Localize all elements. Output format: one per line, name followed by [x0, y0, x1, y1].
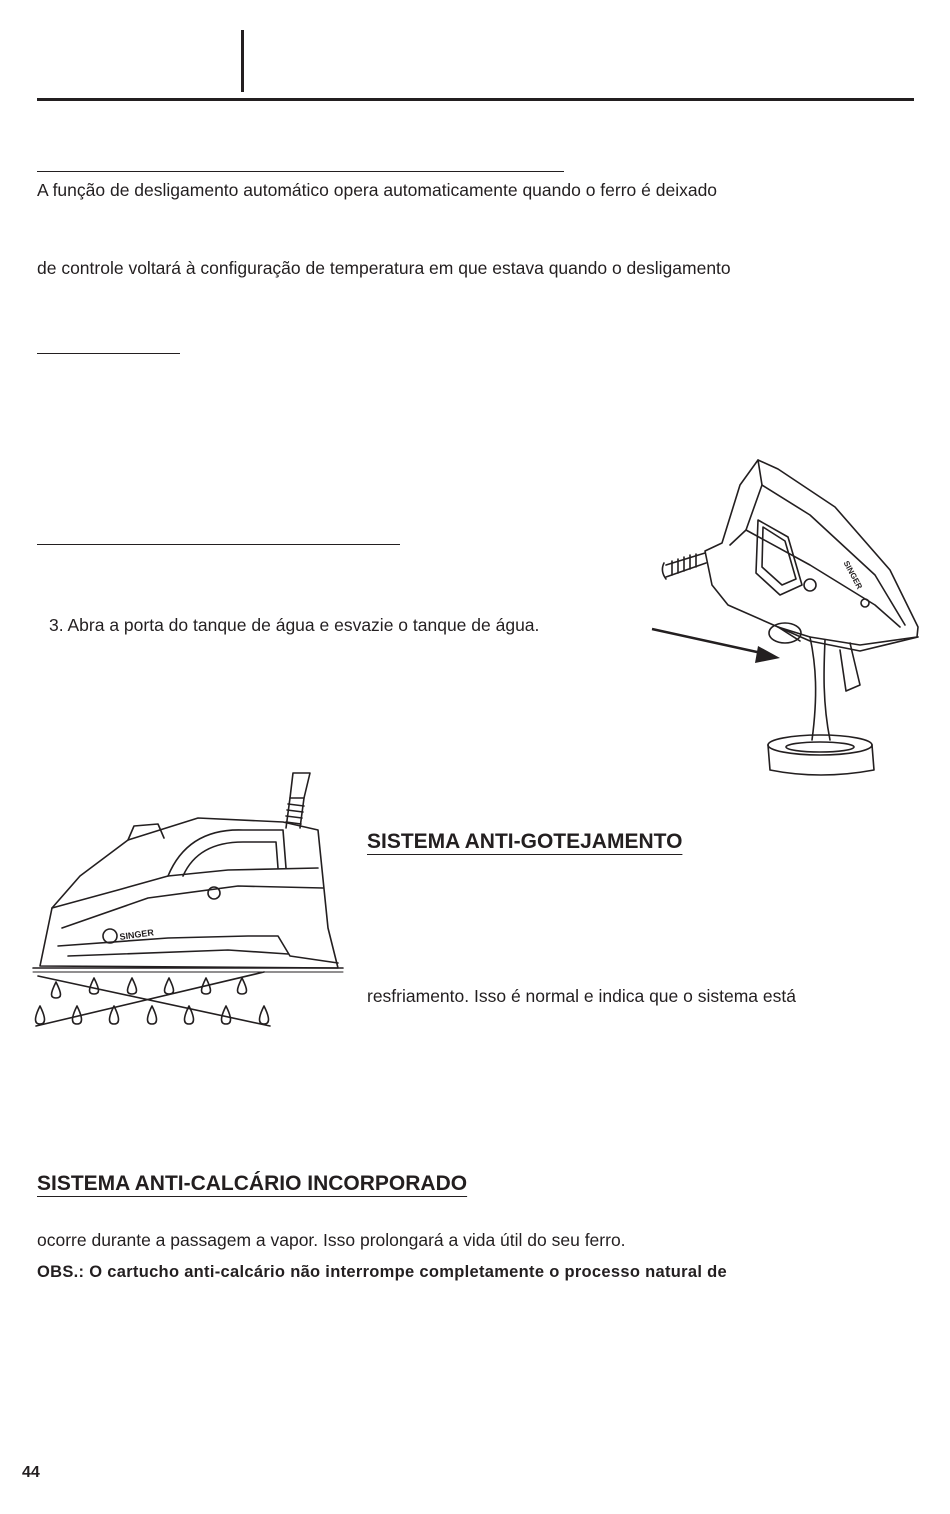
anticalc-note: OBS.: O cartucho anti-calcário não interrompe completamente o processo natural de — [37, 1263, 727, 1281]
anticalc-text-line1: ocorre durante a passagem a vapor. Isso prolongará a vida útil do seu ferro. — [37, 1230, 626, 1250]
section1-text-line2: de controle voltará à configuração de temperatura em que estava quando o desligamento — [37, 258, 731, 278]
iron-antidrip-illustration — [28, 768, 348, 1033]
anticalc-heading: SISTEMA ANTI-CALCÁRIO INCORPORADO — [37, 1172, 468, 1195]
page-number: 44 — [22, 1464, 40, 1481]
iron-brand-text-1: SINGER — [841, 559, 865, 591]
iron-brand-text-2: SINGER — [118, 927, 155, 942]
antidrip-text-line1: resfriamento. Isso é normal e indica que o sistema está — [367, 986, 796, 1006]
iron-draining-illustration — [660, 455, 925, 780]
step3-text: 3. Abra a porta do tanque de água e esvazie o tanque de água. — [49, 615, 540, 635]
section1-text-line1: A função de desligamento automático opera automaticamente quando o ferro é deixado — [37, 180, 718, 200]
antidrip-heading: SISTEMA ANTI-GOTEJAMENTO — [367, 830, 683, 853]
